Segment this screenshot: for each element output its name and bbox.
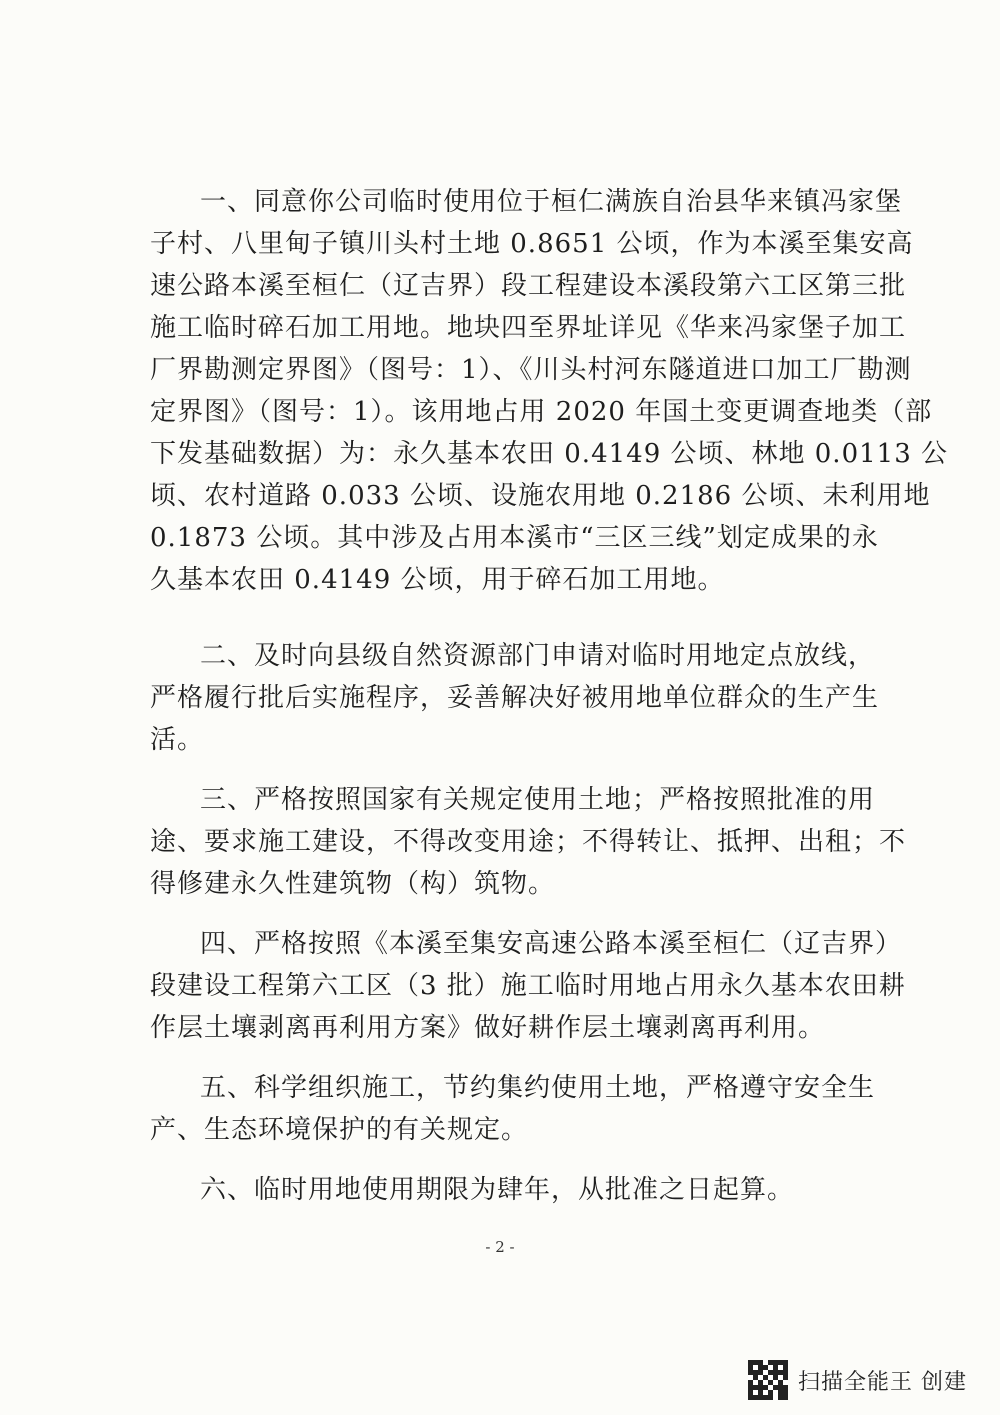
page-number: - 2 - (485, 1238, 515, 1256)
paragraph-1-line-3: 速公路本溪至桓仁（辽吉界）段工程建设本溪段第六工区第三批 (150, 271, 907, 301)
paragraph-4-line-1: 四、严格按照《本溪至集安高速公路本溪至桓仁（辽吉界） (200, 929, 903, 959)
paragraph-2-line-1: 二、及时向县级自然资源部门申请对临时用地定点放线， (200, 641, 876, 671)
paragraph-5-line-1: 五、科学组织施工，节约集约使用土地，严格遵守安全生 (200, 1073, 876, 1103)
paragraph-6-line-1: 六、临时用地使用期限为肆年，从批准之日起算。 (200, 1175, 795, 1205)
paragraph-2-line-2: 严格履行批后实施程序，妥善解决好被用地单位群众的生产生 (150, 683, 880, 713)
paragraph-1-line-6: 定界图》（图号：1）。该用地占用 2020 年国土变更调查地类（部 (150, 397, 933, 427)
paragraph-1-line-2: 子村、八里甸子镇川头村土地 0.8651 公顷，作为本溪至集安高 (150, 229, 914, 259)
paragraph-4-line-2: 段建设工程第六工区（3 批）施工临时用地占用永久基本农田耕 (150, 971, 906, 1001)
paragraph-4-line-3: 作层土壤剥离再利用方案》做好耕作层土壤剥离再利用。 (150, 1013, 826, 1043)
paragraph-5-line-2: 产、生态环境保护的有关规定。 (150, 1115, 529, 1145)
paragraph-1-line-10: 久基本农田 0.4149 公顷，用于碎石加工用地。 (150, 565, 725, 595)
qr-code-icon (748, 1360, 788, 1400)
paragraph-3-line-1: 三、严格按照国家有关规定使用土地；严格按照批准的用 (200, 785, 876, 815)
paragraph-3-line-2: 途、要求施工建设，不得改变用途；不得转让、抵押、出租；不 (150, 827, 907, 857)
scanner-label: 扫描全能王 创建 (798, 1369, 967, 1395)
paragraph-1-line-4: 施工临时碎石加工用地。地块四至界址详见《华来冯家堡子加工 (150, 313, 907, 343)
paragraph-1-line-5: 厂界勘测定界图》（图号：1）、《川头村河东隧道进口加工厂勘测 (150, 355, 912, 385)
paragraph-1-line-9: 0.1873 公顷。其中涉及占用本溪市“三区三线”划定成果的永 (150, 523, 879, 553)
paragraph-1-line-1: 一、同意你公司临时使用位于桓仁满族自治县华来镇冯家堡 (200, 187, 903, 217)
paragraph-1-line-8: 顷、农村道路 0.033 公顷、设施农用地 0.2186 公顷、未利用地 (150, 481, 931, 511)
scanner-watermark (748, 1360, 967, 1400)
paragraph-2-line-3: 活。 (150, 725, 205, 755)
paragraph-1-line-7: 下发基础数据）为：永久基本农田 0.4149 公顷、林地 0.0113 公 (150, 439, 949, 469)
paragraph-3-line-3: 得修建永久性建筑物（构）筑物。 (150, 869, 556, 899)
